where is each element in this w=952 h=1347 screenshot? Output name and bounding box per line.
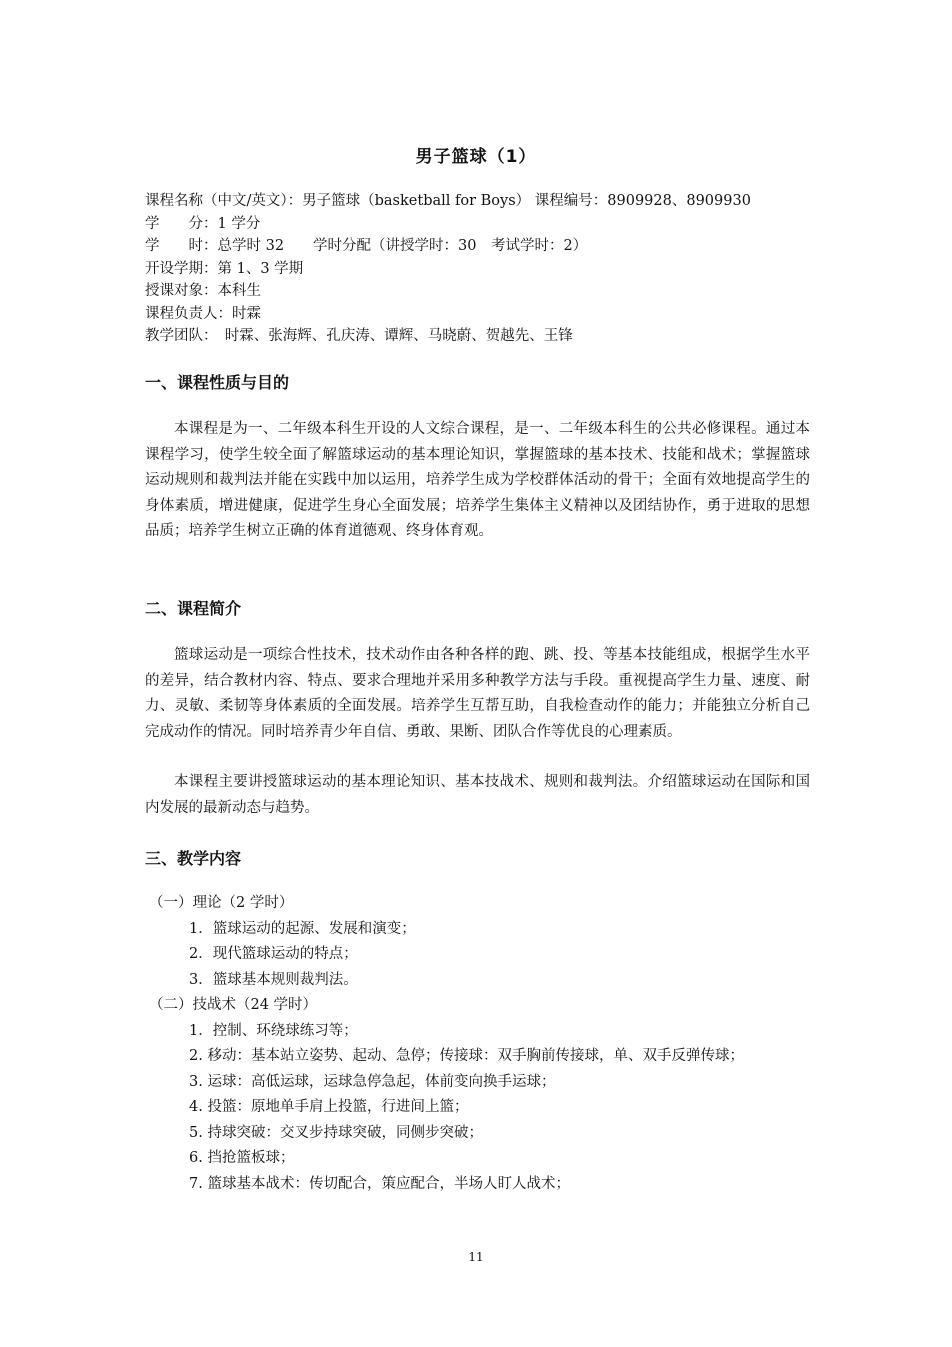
theory-subheading: （一）理论（2 学时） [149, 895, 294, 911]
list-item: 6. 挡抢篮板球； [189, 1150, 295, 1166]
list-item: 4. 投篮：原地单手肩上投篮，行进间上篮； [189, 1099, 469, 1115]
list-item: 5. 持球突破：交叉步持球突破，同侧步突破； [189, 1124, 483, 1141]
section2-paragraph-2: 本课程主要讲授篮球运动的基本理论知识、基本技战术、规则和裁判法。介绍篮球运动在国际和国内发展的最新动态与趋势。 [145, 774, 810, 816]
section1-heading: 一、课程性质与目的 [145, 373, 290, 392]
section3-heading: 三、教学内容 [145, 849, 242, 868]
course-lead-line: 课程负责人：时霖 [145, 305, 261, 322]
list-item: 3．篮球基本规则裁判法。 [189, 971, 358, 988]
list-item: 3. 运球：高低运球，运球急停急起，体前变向换手运球； [189, 1073, 556, 1090]
credits-line: 学 分：1 学分 [145, 215, 261, 232]
teaching-content-list [145, 891, 810, 1197]
list-item: 1．篮球运动的起源、发展和演变； [189, 920, 416, 937]
list-item: 2．现代篮球运动的特点； [189, 946, 358, 962]
audience-line: 授课对象：本科生 [145, 283, 261, 299]
page-title: 男子篮球（1） [415, 147, 537, 167]
list-item: 2. 移动：基本站立姿势、起动、急停；传接球：双手胸前传接球，单、双手反弹传球； [189, 1048, 744, 1064]
page-number: 11 [468, 1250, 484, 1264]
list-item: 1．控制、环绕球练习等； [189, 1022, 358, 1039]
section2-heading: 二、课程简介 [145, 599, 242, 618]
list-item: 7. 篮球基本战术：传切配合，策应配合，半场人盯人战术； [189, 1175, 570, 1192]
teaching-team-line: 教学团队： 时霖、张海辉、孔庆涛、谭辉、马晓蔚、贺越先、王锋 [145, 328, 573, 344]
section2-paragraph-1: 篮球运动是一项综合性技术，技术动作由各种各样的跑、跳、投、等基本技能组成，根据学生水平的差异，结合教材内容、特点、要求合理地并采用多种教学方法与手段。重视提高学生力量、速度、耐力、灵敏、柔韧等身体素质的全面发展。培养学生互帮互助，自我检查动作的能力；并能独立分析自己完成动作的情况。同时培养青少年自信、勇敢、果断、团队合作等优良的心理素质。 [145, 647, 810, 740]
course-name-line: 课程名称（中文/英文）：男子篮球（basketball for Boys） 课程编号：8909928、8909930 [145, 193, 751, 209]
section1-paragraph: 本课程是为一、二年级本科生开设的人文综合课程，是一、二年级本科生的公共必修课程。通过本课程学习，使学生较全面了解篮球运动的基本理论知识，掌握篮球的基本技术、技能和战术；掌握篮球运动规则和裁判法并能在实践中加以运用，培养学生成为学校群体活动的骨干；全面有效地提高学生的身体素质，增进健康，促进学生身心全面发展；培养学生集体主义精神以及团结协作，勇于进取的思想品质；培养学生树立正确的体育道德观、终身体育观。 [145, 421, 810, 539]
semester-line: 开设学期：第 1、3 学期 [145, 260, 304, 277]
tech-subheading: （二）技战术（24 学时） [149, 997, 318, 1013]
hours-line: 学 时：总学时 32 学时分配（讲授学时：30 考试学时：2） [145, 238, 588, 254]
course-info [145, 190, 815, 348]
